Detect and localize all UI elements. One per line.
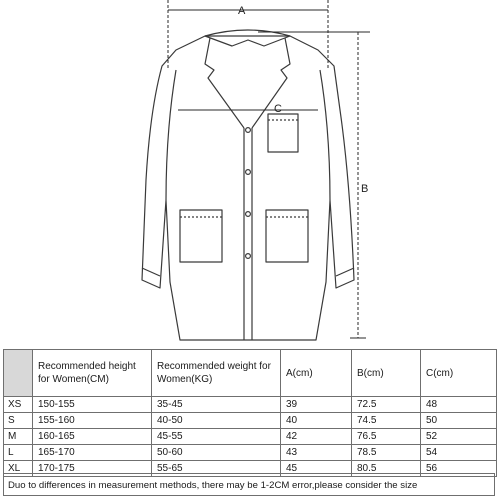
size-cell: XL [4, 461, 33, 477]
height-cell: 165-170 [33, 445, 152, 461]
a-cell: 39 [281, 397, 352, 413]
c-cell: 56 [421, 461, 497, 477]
size-table [3, 349, 497, 477]
a-cell: 40 [281, 413, 352, 429]
header-a: A(cm) [281, 350, 352, 397]
header-height: Recommended height for Women(CM) [33, 350, 152, 397]
table-row [4, 397, 497, 413]
size-cell: S [4, 413, 33, 429]
height-cell: 155-160 [33, 413, 152, 429]
weight-cell: 45-55 [152, 429, 281, 445]
height-cell: 160-165 [33, 429, 152, 445]
c-cell: 48 [421, 397, 497, 413]
c-cell: 52 [421, 429, 497, 445]
a-cell: 42 [281, 429, 352, 445]
lab-coat-outline [142, 30, 354, 340]
size-chart [3, 349, 497, 477]
table-row [4, 413, 497, 429]
b-cell: 76.5 [352, 429, 421, 445]
b-cell: 80.5 [352, 461, 421, 477]
measurement-note: Duo to differences in measurement methods, there may be 1-2CM error,please consider the size [3, 473, 495, 496]
header-b: B(cm) [352, 350, 421, 397]
weight-cell: 50-60 [152, 445, 281, 461]
weight-cell: 35-45 [152, 397, 281, 413]
label-c: C [274, 103, 282, 115]
c-cell: 50 [421, 413, 497, 429]
weight-cell: 40-50 [152, 413, 281, 429]
a-cell: 45 [281, 461, 352, 477]
b-cell: 74.5 [352, 413, 421, 429]
table-row [4, 429, 497, 445]
height-cell: 170-175 [33, 461, 152, 477]
height-cell: 150-155 [33, 397, 152, 413]
a-cell: 43 [281, 445, 352, 461]
header-c: C(cm) [421, 350, 497, 397]
header-size [4, 350, 33, 397]
size-cell: XS [4, 397, 33, 413]
header-weight: Recommended weight for Women(KG) [152, 350, 281, 397]
label-a: A [238, 5, 246, 17]
b-cell: 78.5 [352, 445, 421, 461]
b-cell: 72.5 [352, 397, 421, 413]
size-cell: M [4, 429, 33, 445]
table-row [4, 445, 497, 461]
c-cell: 54 [421, 445, 497, 461]
size-cell: L [4, 445, 33, 461]
weight-cell: 55-65 [152, 461, 281, 477]
label-b: B [361, 183, 369, 195]
table-header-row [4, 350, 497, 397]
measurement-lines [168, 0, 370, 338]
